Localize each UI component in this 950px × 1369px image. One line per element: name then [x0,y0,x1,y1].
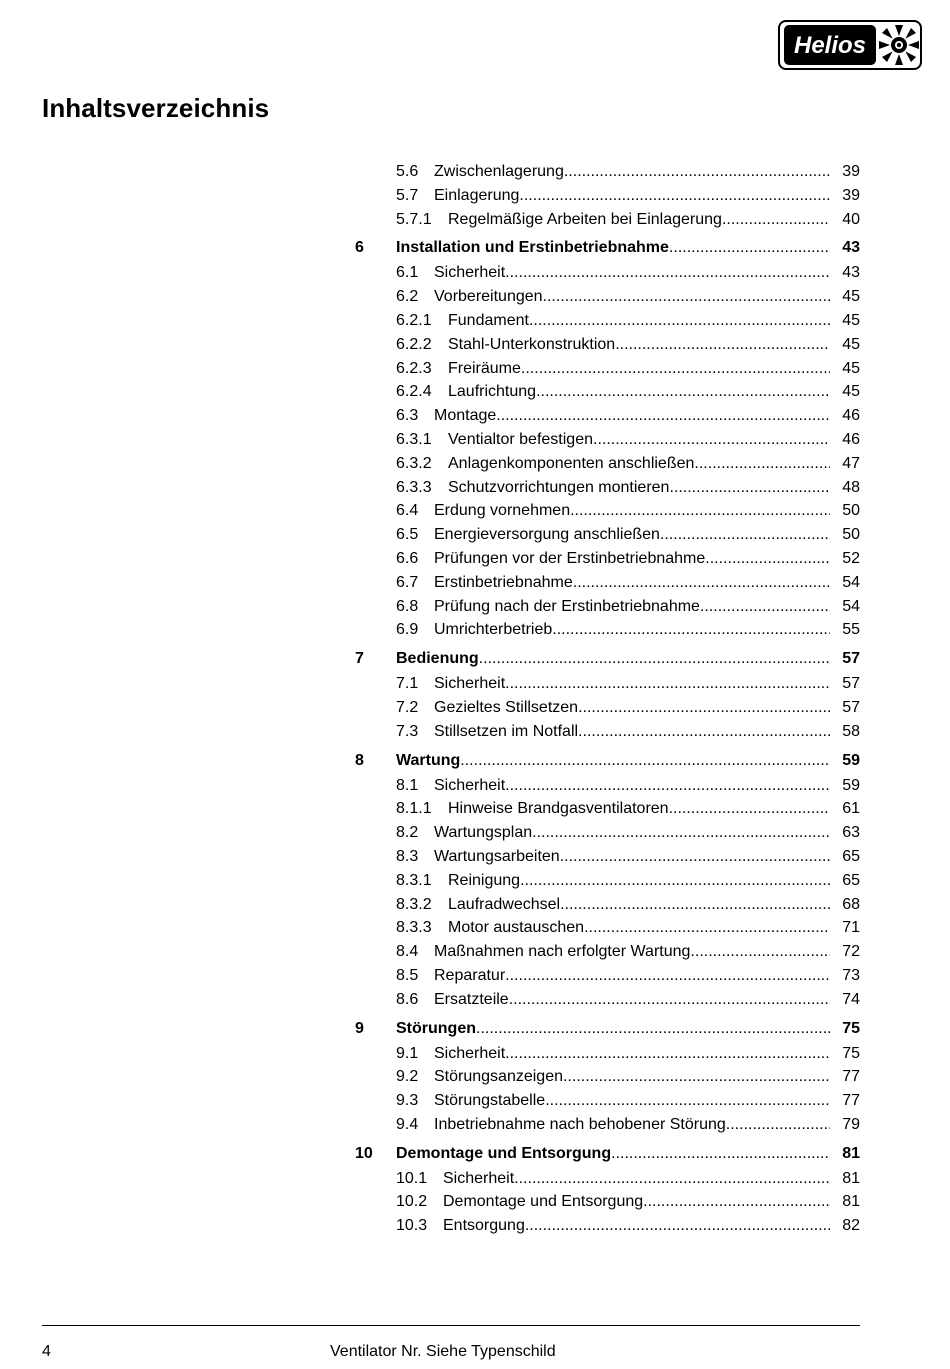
toc-entry-title: Demontage und Entsorgung [443,1193,644,1211]
toc-entry-row[interactable] [355,696,860,720]
toc-entry-title: Inbetriebnahme nach behobener Störung [434,1115,726,1133]
toc-leader-dots [705,547,830,571]
toc-page-number: 63 [842,824,860,842]
toc-entry-title: Sicherheit [434,776,506,794]
toc-entry-title: Störungsanzeigen [434,1068,563,1086]
toc-entry-row[interactable] [355,380,860,404]
toc-entry-row[interactable] [355,869,860,893]
toc-leader-dots [532,821,830,845]
toc-entry-title: Bedienung [396,650,479,668]
toc-page-number: 58 [842,722,860,740]
toc-page-number: 45 [842,335,860,353]
toc-leader-dots [722,208,830,232]
toc-chapter-number: 10 [355,1144,373,1162]
toc-page-number: 45 [842,383,860,401]
toc-page-number: 82 [842,1217,860,1235]
toc-page-number: 57 [842,698,860,716]
toc-entry-number: 8.2 [396,824,419,842]
toc-entry-number: 8.3.3 [396,919,432,937]
toc-entry-title: Störungen [396,1019,476,1037]
toc-leader-dots [529,309,830,333]
toc-leader-dots [505,774,830,798]
toc-entry-number: 5.7.1 [396,210,432,228]
page-title: Inhaltsverzeichnis [42,93,270,123]
helios-logo [778,20,922,70]
toc-entry-title: Sicherheit [434,264,506,282]
toc-chapter-number: 7 [355,650,364,668]
toc-page-number: 72 [842,943,860,961]
toc-page-number: 81 [842,1169,860,1187]
toc-entry-number: 6.2.4 [396,383,432,401]
toc-entry-row[interactable] [355,428,860,452]
toc-entry-number: 9.3 [396,1092,419,1110]
toc-leader-dots [578,720,830,744]
toc-leader-dots [545,1089,830,1113]
toc-page-number: 75 [842,1044,860,1062]
toc-page-number: 43 [842,239,860,257]
toc-page-number: 61 [842,800,860,818]
toc-leader-dots [615,333,830,357]
toc-entry-title: Wartung [396,751,461,769]
toc-leader-dots [660,523,830,547]
toc-entry-title: Energieversorgung anschließen [434,526,660,544]
toc-page-number: 57 [842,650,860,668]
toc-entry-row[interactable] [355,1065,860,1089]
toc-page-number: 81 [842,1193,860,1211]
toc-chapter-row[interactable] [355,1016,860,1042]
toc-entry-title: Montage [434,407,497,425]
toc-leader-dots [560,893,830,917]
toc-page-number: 77 [842,1068,860,1086]
toc-page-number: 77 [842,1092,860,1110]
toc-leader-dots [690,940,830,964]
toc-entry-row[interactable] [355,547,860,571]
toc-chapter-row[interactable] [355,1141,860,1167]
toc-entry-title: Laufrichtung [448,383,537,401]
toc-entry-number: 8.3 [396,847,419,865]
toc-entry-title: Regelmäßige Arbeiten bei Einlagerung [448,210,722,228]
toc-entry-row[interactable] [355,1214,860,1238]
toc-page-number: 59 [842,776,860,794]
toc-chapter-row[interactable] [355,748,860,774]
toc-entry-row[interactable] [355,672,860,696]
toc-page-number: 65 [842,871,860,889]
toc-leader-dots [552,618,830,642]
toc-entry-title: Sicherheit [434,1044,506,1062]
toc-page-number: 65 [842,847,860,865]
toc-entry-number: 8.4 [396,943,419,961]
toc-entry-title: Ventialtor befestigen [448,430,593,448]
toc-entry-row[interactable] [355,964,860,988]
toc-entry-row[interactable] [355,1167,860,1191]
toc-page-number: 46 [842,430,860,448]
toc-entry-title: Wartungsarbeiten [434,847,560,865]
toc-leader-dots [476,1016,830,1042]
toc-chapter-row[interactable] [355,235,860,261]
toc-leader-dots [669,476,830,500]
toc-entry-number: 8.6 [396,990,419,1008]
toc-entry-number: 6.2.1 [396,311,432,329]
toc-entry-number: 5.7 [396,186,419,204]
toc-entry-title: Vorbereitungen [434,288,543,306]
toc-entry-title: Störungstabelle [434,1092,546,1110]
toc-leader-dots [669,235,830,261]
toc-leader-dots [460,748,830,774]
toc-entry-row[interactable] [355,940,860,964]
toc-entry-row[interactable] [355,916,860,940]
toc-entry-row[interactable] [355,523,860,547]
toc-leader-dots [564,160,830,184]
toc-entry-row[interactable] [355,285,860,309]
toc-entry-number: 6.9 [396,621,419,639]
toc-entry-number: 6.3.1 [396,430,432,448]
toc-leader-dots [694,452,830,476]
toc-page-number: 45 [842,288,860,306]
toc-page-number: 50 [842,526,860,544]
toc-entry-number: 10.3 [396,1217,428,1235]
toc-entry-title: Laufradwechsel [448,895,561,913]
toc-entry-row[interactable] [355,184,860,208]
toc-entry-title: Zwischenlagerung [434,163,564,180]
table-of-contents [355,160,860,1238]
toc-entry-title: Entsorgung [443,1217,525,1235]
toc-entry-row[interactable] [355,404,860,428]
toc-entry-row[interactable] [355,357,860,381]
toc-entry-number: 6.3.2 [396,454,432,472]
toc-leader-dots [525,1214,830,1238]
toc-entry-row[interactable] [355,845,860,869]
toc-page-number: 68 [842,895,860,913]
toc-entry-row[interactable] [355,1113,860,1137]
toc-leader-dots [514,1167,830,1191]
toc-entry-title: Stahl-Unterkonstruktion [448,335,616,353]
toc-page-number: 71 [842,919,860,937]
toc-entry-row[interactable] [355,333,860,357]
toc-entry-title: Demontage und Entsorgung [396,1144,612,1162]
toc-entry-number: 10.2 [396,1193,428,1211]
toc-page-number: 47 [842,454,860,472]
toc-entry-number: 6.2.3 [396,359,432,377]
toc-entry-row[interactable] [355,893,860,917]
toc-chapter-number: 9 [355,1019,364,1037]
toc-leader-dots [509,988,830,1012]
toc-entry-number: 6.3.3 [396,478,432,496]
toc-entry-title: Schutzvorrichtungen montieren [448,478,670,496]
toc-entry-title: Fundament [448,311,529,329]
toc-leader-dots [643,1190,830,1214]
toc-entry-title: Installation und Erstinbetriebnahme [396,239,669,257]
toc-entry-row[interactable] [355,1190,860,1214]
footer-text: Ventilator Nr. Siehe Typenschild [330,1343,556,1360]
toc-page-number: 50 [842,502,860,520]
toc-entry-title: Erdung vornehmen [434,502,571,520]
toc-entry-number: 5.6 [396,163,419,180]
toc-entry-title: Umrichterbetrieb [434,621,553,639]
toc-entry-number: 6.4 [396,502,419,520]
toc-entry-title: Anlagenkomponenten anschließen [448,454,695,472]
toc-leader-dots [570,499,830,523]
toc-entry-number: 8.3.2 [396,895,432,913]
toc-entry-number: 8.3.1 [396,871,432,889]
toc-leader-dots [543,285,830,309]
toc-entry-title: Maßnahmen nach erfolgter Wartung [434,943,691,961]
toc-entry-row[interactable] [355,618,860,642]
toc-page-number: 39 [842,163,860,180]
toc-entry-row[interactable] [355,821,860,845]
toc-chapter-number: 8 [355,751,364,769]
toc-leader-dots [560,845,830,869]
toc-entry-number: 9.4 [396,1115,419,1133]
toc-entry-number: 10.1 [396,1169,428,1187]
toc-leader-dots [573,571,830,595]
footer-divider [42,1325,860,1326]
toc-entry-title: Stillsetzen im Notfall [434,722,579,740]
toc-entry-number: 7.1 [396,675,419,693]
toc-leader-dots [519,184,830,208]
toc-entry-title: Ersatzteile [434,990,509,1008]
toc-page-number: 81 [842,1144,860,1162]
toc-entry-title: Hinweise Brandgasventilatoren [448,800,669,818]
toc-entry-title: Motor austauschen [448,919,585,937]
toc-page-number: 48 [842,478,860,496]
toc-leader-dots [611,1141,830,1167]
toc-page-number: 40 [842,210,860,228]
toc-leader-dots [578,696,830,720]
toc-entry-title: Sicherheit [434,675,506,693]
toc-entry-number: 8.1.1 [396,800,432,818]
toc-page-number: 39 [842,186,860,204]
toc-leader-dots [505,261,830,285]
toc-entry-row[interactable] [355,452,860,476]
toc-leader-dots [584,916,830,940]
toc-entry-number: 7.3 [396,722,419,740]
toc-entry-row[interactable] [355,309,860,333]
toc-entry-title: Prüfungen vor der Erstinbetriebnahme [434,549,706,567]
toc-entry-row[interactable] [355,160,860,184]
toc-page-number: 75 [842,1019,860,1037]
toc-entry-title: Reinigung [448,871,521,889]
toc-page-number: 52 [842,549,860,567]
toc-entry-number: 7.2 [396,698,419,716]
toc-leader-dots [505,1042,830,1066]
toc-entry-row[interactable] [355,476,860,500]
toc-leader-dots [479,646,830,672]
toc-leader-dots [520,869,830,893]
toc-entry-title: Gezieltes Stillsetzen [434,698,579,716]
toc-entry-number: 6.2.2 [396,335,432,353]
toc-entry-number: 6.3 [396,407,419,425]
toc-entry-row[interactable] [355,261,860,285]
toc-page-number: 59 [842,751,860,769]
toc-page-number: 45 [842,311,860,329]
footer-page-number: 4 [42,1343,51,1360]
toc-entry-number: 6.8 [396,597,419,615]
toc-entry-number: 6.6 [396,549,419,567]
toc-entry-title: Sicherheit [443,1169,515,1187]
toc-entry-number: 8.1 [396,776,419,794]
toc-entry-row[interactable] [355,208,860,232]
toc-page-number: 46 [842,407,860,425]
toc-page-number: 54 [842,597,860,615]
toc-leader-dots [496,404,830,428]
toc-page-number: 54 [842,573,860,591]
toc-entry-title: Reparatur [434,966,506,984]
toc-entry-row[interactable] [355,988,860,1012]
toc-entry-title: Prüfung nach der Erstinbetriebnahme [434,597,700,615]
toc-page-number: 45 [842,359,860,377]
toc-chapter-row[interactable] [355,646,860,672]
toc-entry-number: 6.2 [396,288,419,306]
toc-entry-number: 6.5 [396,526,419,544]
toc-leader-dots [505,672,830,696]
toc-entry-row[interactable] [355,1042,860,1066]
toc-leader-dots [669,797,830,821]
toc-leader-dots [521,357,830,381]
toc-page-number: 43 [842,264,860,282]
toc-entry-number: 8.5 [396,966,419,984]
toc-leader-dots [505,964,830,988]
toc-entry-number: 6.1 [396,264,419,282]
toc-leader-dots [563,1065,830,1089]
toc-entry-title: Wartungsplan [434,824,533,842]
toc-entry-row[interactable] [355,571,860,595]
toc-entry-row[interactable] [355,797,860,821]
toc-page-number: 74 [842,990,860,1008]
toc-page-number: 57 [842,675,860,693]
toc-entry-row[interactable] [355,595,860,619]
toc-entry-title: Einlagerung [434,186,520,204]
toc-entry-row[interactable] [355,774,860,798]
toc-entry-row[interactable] [355,1089,860,1113]
toc-entry-row[interactable] [355,720,860,744]
toc-leader-dots [700,595,830,619]
toc-chapter-number: 6 [355,239,364,257]
toc-page-number: 79 [842,1115,860,1133]
toc-page-number: 73 [842,966,860,984]
toc-entry-row[interactable] [355,499,860,523]
logo-text: Helios [793,32,867,59]
toc-entry-number: 9.1 [396,1044,419,1062]
toc-entry-title: Freiräume [448,359,521,377]
toc-leader-dots [593,428,830,452]
toc-leader-dots [536,380,830,404]
toc-entry-title: Erstinbetriebnahme [434,573,573,591]
toc-leader-dots [726,1113,830,1137]
toc-entry-number: 9.2 [396,1068,419,1086]
toc-entry-number: 6.7 [396,573,419,591]
toc-page-number: 55 [842,621,860,639]
